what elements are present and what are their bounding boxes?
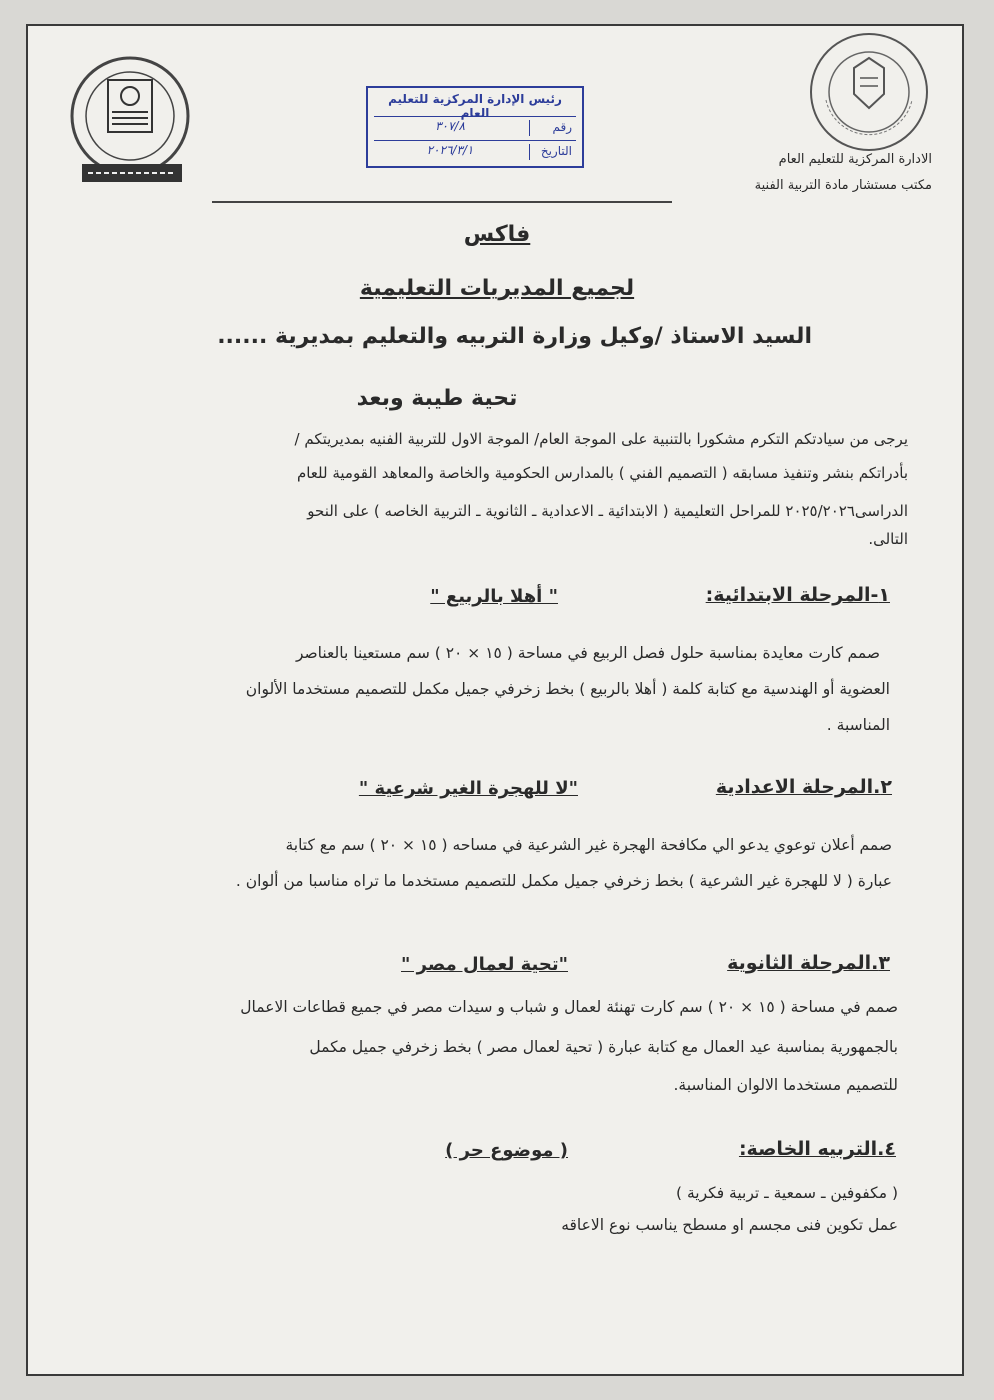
section-heading-secondary: ٣.المرحلة الثانوية [727,952,890,974]
stamp-number-row [374,116,576,139]
intro-line: التالى. [868,530,908,548]
section-heading-special: ٤.التربيه الخاصة: [738,1138,896,1160]
section-motto-secondary: "تحية لعمال مصر " [401,954,568,975]
intro-line: يرجى من سيادتكم التكرم مشكورا بالتنبية على الموجة العام/ الموجة الاول للتربية الفنيه بمديريتكم / [294,430,908,448]
section-motto-primary: " أهلا بالربيع " [430,586,558,607]
section-body-line: العضوية أو الهندسية مع كتابة كلمة ( أهلا بالربيع ) بخط زخرفي جميل مكمل للتصميم مستخدما الألوان [245,680,890,698]
section-heading-prep: ٢.المرحلة الاعدادية [715,776,892,798]
intro-line: الدراسى٢٠٢٥/٢٠٢٦ للمراحل التعليمية ( الابتدائية ـ الاعدادية ـ الثانوية ـ التربية الخاصه ) على النحو [307,502,908,520]
section-motto-special: ( موضوع حر ) [445,1140,568,1161]
stamp-date-row [374,140,576,163]
fax-document [26,24,964,1376]
section-body-line: صمم في مساحة ( ١٥ × ٢٠ ) سم كارت تهنئة لعمال و شباب و سيدات مصر في جميع قطاعات الاعمال [240,998,898,1016]
addressee-line: السيد الاستاذ /وكيل وزارة التربيه والتعليم بمديرية ...... [217,324,812,349]
greeting-line: تحية طيبة وبعد [356,386,518,411]
incoming-stamp [366,86,584,168]
section-body-line: المناسبة . [826,716,890,734]
stamp-number-value: ٣٠٧/٨ [435,119,465,133]
section-body-line: ( مكفوفين ـ سمعية ـ تربية فكرية ) [676,1184,898,1202]
section-body-line: صمم كارت معايدة بمناسبة حلول فصل الربيع في مساحة ( ١٥ × ٢٠ ) سم مستعينا بالعناصر [295,644,880,662]
ministry-seal-icon [804,30,934,158]
section-heading-primary: ١-المرحلة الابتدائية: [705,584,890,606]
stamp-number-label: رقم [529,120,572,136]
stamp-date-label: التاريخ [529,144,572,160]
section-body-line: للتصميم مستخدما الالوان المناسبة. [673,1076,898,1094]
intro-line: بأدراتكم بنشر وتنفيذ مسابقه ( التصميم الفني ) بالمدارس الحكومية والخاصة والمعاهد القومية للعام [296,464,908,482]
section-motto-prep: "لا للهجرة الغير شرعية " [358,778,578,799]
section-body-line: عمل تكوين فنى مجسم او مسطح يناسب نوع الاعاقه [561,1216,898,1234]
quality-assurance-logo-icon [68,56,208,186]
stamp-date-value: ٢٠٢٦/٣/١ [426,143,474,157]
header-divider [212,201,672,203]
recipient-line: لجميع المديريات التعليمية [359,276,635,301]
section-body-line: عبارة ( لا للهجرة غير الشرعية ) بخط زخرفي جميل مكمل للتصميم مستخدما ما تراه مناسبا من ألوان . [235,872,892,890]
header-office-name: مكتب مستشار مادة التربية الفنية [754,178,932,193]
header-ministry-dept: الادارة المركزية للتعليم العام [778,152,932,167]
stamp-title: رئيس الإدارة المركزية للتعليم العام [388,92,562,120]
document-title: فاكس [463,222,531,247]
section-body-line: صمم أعلان توعوي يدعو الي مكافحة الهجرة غير الشرعية في مساحه ( ١٥ × ٢٠ ) سم مع كتابة [285,836,892,854]
section-body-line: بالجمهورية بمناسبة عيد العمال مع كتابة عبارة ( تحية لعمال مصر ) بخط زخرفي جميل مكمل [309,1038,898,1056]
